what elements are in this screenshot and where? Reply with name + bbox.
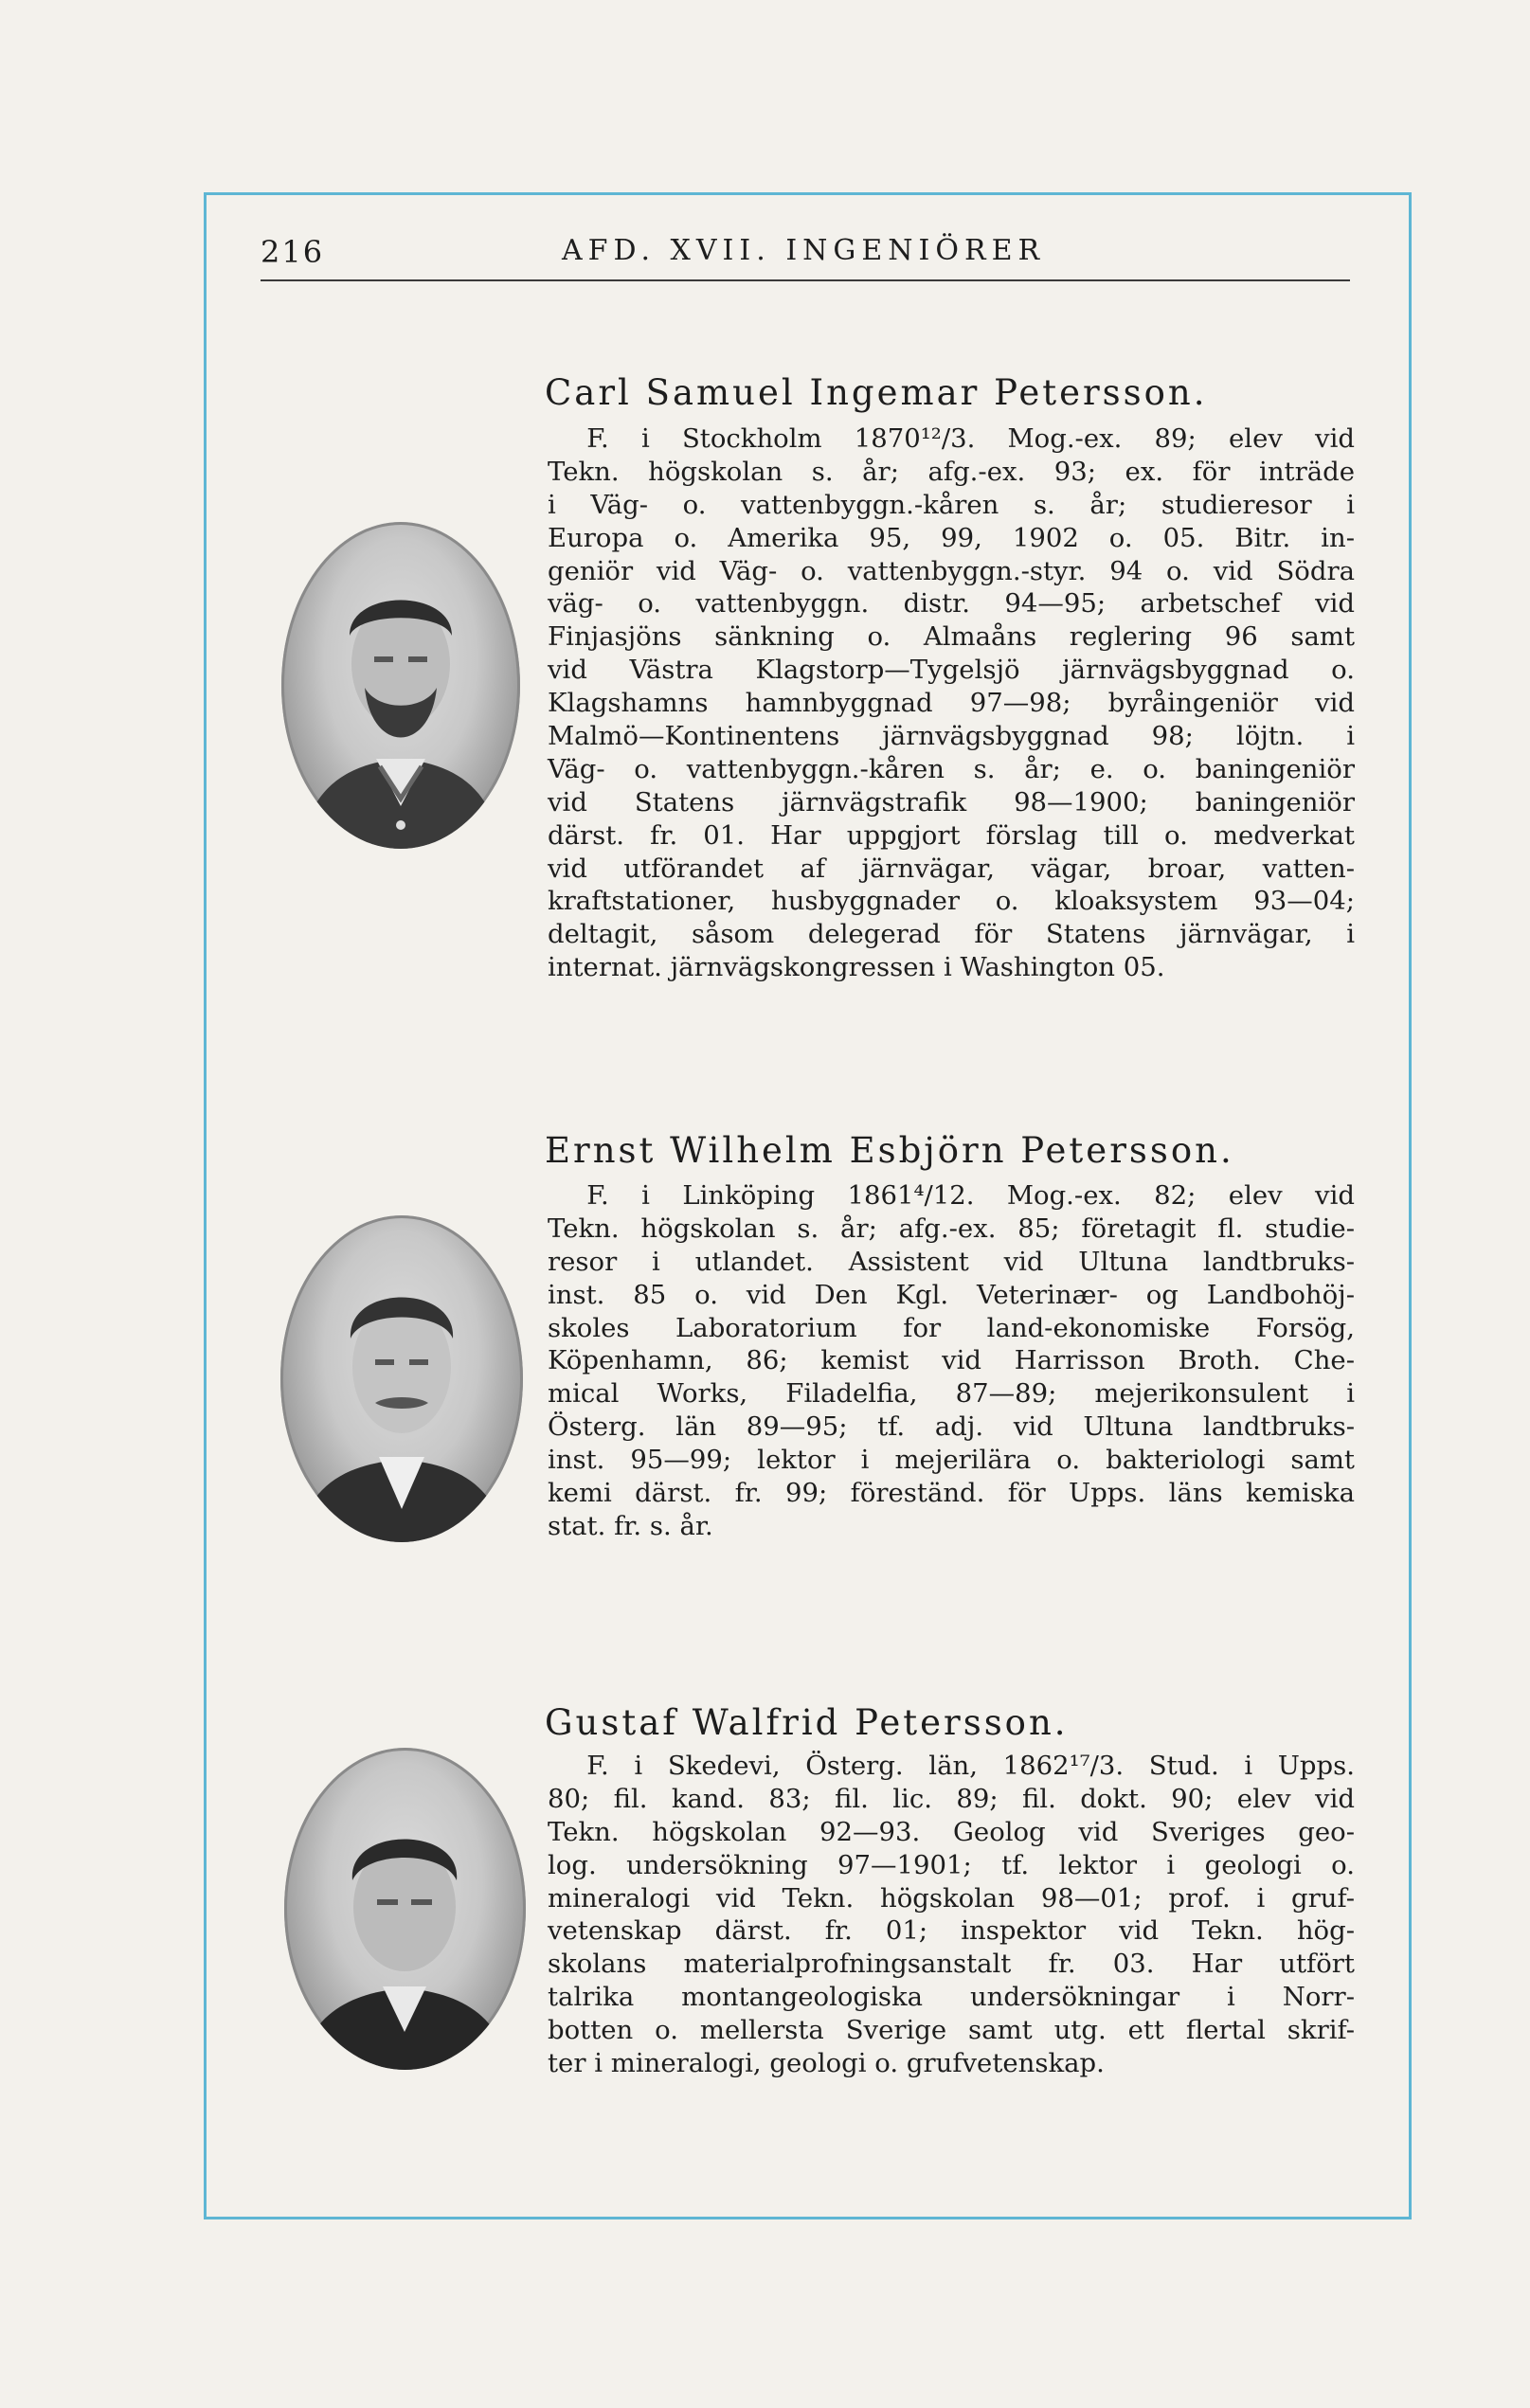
entry-body <box>548 1179 1355 1543</box>
entry-line: väg- o. vattenbyggn. distr. 94—95; arbetschef vid <box>548 588 1355 620</box>
entry-line: kraftstationer, husbyggnader o. kloaksystem 93—04; <box>548 886 1355 917</box>
entry-line: Europa o. Amerika 95, 99, 1902 o. 05. Bitr. in- <box>548 522 1355 553</box>
entry-line: mineralogi vid Tekn. högskolan 98—01; prof. i gruf- <box>548 1882 1355 1914</box>
entry-line: geniör vid Väg- o. vattenbyggn.-styr. 94 o. vid Södra <box>548 555 1355 586</box>
portrait-ernst-petersson <box>280 1215 523 1542</box>
entry-line: ter i mineralogi, geologi o. grufvetenskap. <box>548 2048 1105 2079</box>
entry-line: vid Västra Klagstorp—Tygelsjö järnvägsbyggnad o. <box>548 655 1355 686</box>
entry-line: F. i Stockholm 1870¹²/3. Mog.-ex. 89; elev vid <box>586 423 1355 454</box>
entry-line: Österg. län 89—95; tf. adj. vid Ultuna landtbruks- <box>548 1411 1355 1443</box>
entry-line: mical Works, Filadelfia, 87—89; mejerikonsulent i <box>548 1378 1355 1410</box>
entry-line: inst. 85 o. vid Den Kgl. Veterinær- og Landbohöj- <box>548 1279 1355 1310</box>
entry-line: botten o. mellersta Sverige samt utg. ett flertal skrif- <box>548 2015 1355 2046</box>
running-head <box>261 234 1350 281</box>
entry-line: vid Statens järnvägstrafik 98—1900; baningeniör <box>548 786 1355 818</box>
entry-line: Tekn. högskolan s. år; afg.-ex. 85; företagit fl. studie- <box>548 1213 1355 1244</box>
entry-line: deltagit, såsom delegerad för Statens järnvägar, i <box>548 919 1355 950</box>
entry-body <box>548 422 1355 984</box>
entry-line: Väg- o. vattenbyggn.-kåren s. år; e. o. baningeniör <box>548 753 1355 784</box>
page-number: 216 <box>261 234 325 270</box>
entry-name: Carl Samuel Ingemar Petersson. <box>545 372 1208 413</box>
entry-line: Köpenhamn, 86; kemist vid Harrisson Broth. Che- <box>548 1345 1355 1376</box>
entry-line: vid utförandet af järnvägar, vägar, broar, vatten- <box>548 853 1355 884</box>
entry-line: Tekn. högskolan 92—93. Geolog vid Sveriges geo- <box>548 1816 1355 1847</box>
entry-line: Tekn. högskolan s. år; afg.-ex. 93; ex. för inträde <box>548 456 1355 487</box>
entry-name: Gustaf Walfrid Petersson. <box>545 1702 1069 1743</box>
entry-line: resor i utlandet. Assistent vid Ultuna landtbruks- <box>548 1246 1355 1277</box>
portrait-gustaf-petersson <box>284 1748 526 2070</box>
entry-line: stat. fr. s. år. <box>548 1510 713 1541</box>
entry-line: i Väg- o. vattenbyggn.-kåren s. år; studieresor i <box>548 489 1355 520</box>
entry-line: F. i Linköping 1861⁴/12. Mog.-ex. 82; elev vid <box>586 1180 1355 1211</box>
entry-line: skolans materialprofningsanstalt fr. 03. Har utfört <box>548 1949 1355 1980</box>
entry-line: inst. 95—99; lektor i mejerilära o. bakteriologi samt <box>548 1445 1355 1476</box>
section-title: AFD. XVII. INGENIÖRER <box>562 234 1046 267</box>
entry-line: därst. fr. 01. Har uppgjort förslag till o. medverkat <box>548 819 1355 851</box>
entry-line: internat. järnvägskongressen i Washington 05. <box>548 952 1165 983</box>
entry-body <box>548 1750 1355 2080</box>
entry-line: Malmö—Kontinentens järnvägsbyggnad 98; löjtn. i <box>548 721 1355 752</box>
entry-line: Finjasjöns sänkning o. Almaåns reglering 96 samt <box>548 621 1355 653</box>
entry-line: Klagshamns hamnbyggnad 97—98; byråingeniör vid <box>548 688 1355 719</box>
entry-line: skoles Laboratorium for land-ekonomiske Forsög, <box>548 1312 1355 1343</box>
entry-line: F. i Skedevi, Österg. län, 1862¹⁷/3. Stud. i Upps. <box>586 1751 1355 1781</box>
portrait-carl-petersson <box>281 522 520 849</box>
entry-line: vetenskap därst. fr. 01; inspektor vid Tekn. hög- <box>548 1915 1355 1947</box>
entry-line: 80; fil. kand. 83; fil. lic. 89; fil. dokt. 90; elev vid <box>548 1783 1355 1814</box>
entry-line: kemi därst. fr. 99; föreständ. för Upps. läns kemiska <box>548 1478 1355 1509</box>
entry-name: Ernst Wilhelm Esbjörn Petersson. <box>545 1130 1234 1171</box>
entry-line: log. undersökning 97—1901; tf. lektor i geologi o. <box>548 1849 1355 1880</box>
entry-line: talrika montangeologiska undersökningar i Norr- <box>548 1982 1355 2013</box>
